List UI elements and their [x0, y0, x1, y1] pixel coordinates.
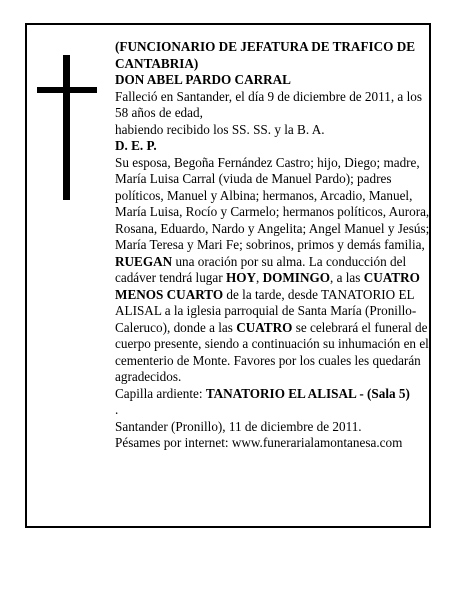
cross-horizontal-bar	[37, 87, 97, 93]
comma-text: ,	[255, 270, 263, 285]
cuatro-word: CUATRO	[236, 319, 293, 335]
domingo-word: DOMINGO	[262, 270, 330, 285]
obituary-frame	[25, 23, 431, 528]
ruegan-word: RUEGAN	[115, 253, 173, 269]
pesames-line: Pésames por internet: www.funerarialamontanesa.com	[115, 435, 403, 450]
deceased-name: DON ABEL PARDO CARRAL	[115, 72, 291, 87]
dep-line: D. E. P.	[115, 138, 157, 153]
place-date: Santander (Pronillo), 11 de diciembre de 2011.	[115, 418, 362, 434]
hoy-word: HOY	[225, 270, 256, 285]
ruegan-text: una oración por su alma. La conducción del cadáver tendrá lugar	[115, 253, 407, 285]
obituary-title: (FUNCIONARIO DE JEFATURA DE TRAFICO DE CANTABRIA)	[115, 39, 416, 71]
sacraments-statement: habiendo recibido los SS. SS. y la B. A.	[115, 121, 325, 137]
dot-line: .	[115, 402, 119, 417]
family-list: Su esposa, Begoña Fernández Castro; hijo, Diego; madre, María Luisa Carral (viuda de Manuel Pardo); padres políticos, Manuel y Albina; hermanos, Arcadio, Manuel, María Luisa, Rocío y Carmelo; hermanos políticos, Aurora, Rosana, Eduardo, Nardo y Angelita; Angel Manuel y Jesús; María Teresa y Mari Fe; sobrinos, primos y demás familia,	[115, 154, 430, 252]
a-las-text: , a las	[329, 270, 364, 285]
tarde-text: de la tarde, desde TANATORIO EL ALISAL a la iglesia parroquial de Santa María (Pronillo-Caleruco), donde a las	[115, 286, 417, 335]
capilla-line	[115, 386, 430, 403]
capilla-value: TANATORIO EL ALISAL - (Sala 5)	[205, 385, 410, 401]
obituary-text	[115, 39, 430, 452]
death-statement: Falleció en Santander, el día 9 de diciembre de 2011, a los 58 años de edad,	[115, 88, 422, 120]
capilla-label: Capilla ardiente:	[115, 385, 206, 401]
cross-icon	[37, 55, 97, 200]
hora-text: CUATRO MENOS CUARTO	[115, 270, 420, 302]
funeral-text: se celebrará el funeral de cuerpo presente, siendo a continuación su inhumación en el cementerio de Monte. Favores por los cuales les quedarán agradecidos.	[115, 319, 429, 384]
cross-vertical-bar	[63, 55, 70, 200]
ceremony-paragraph	[115, 254, 430, 386]
